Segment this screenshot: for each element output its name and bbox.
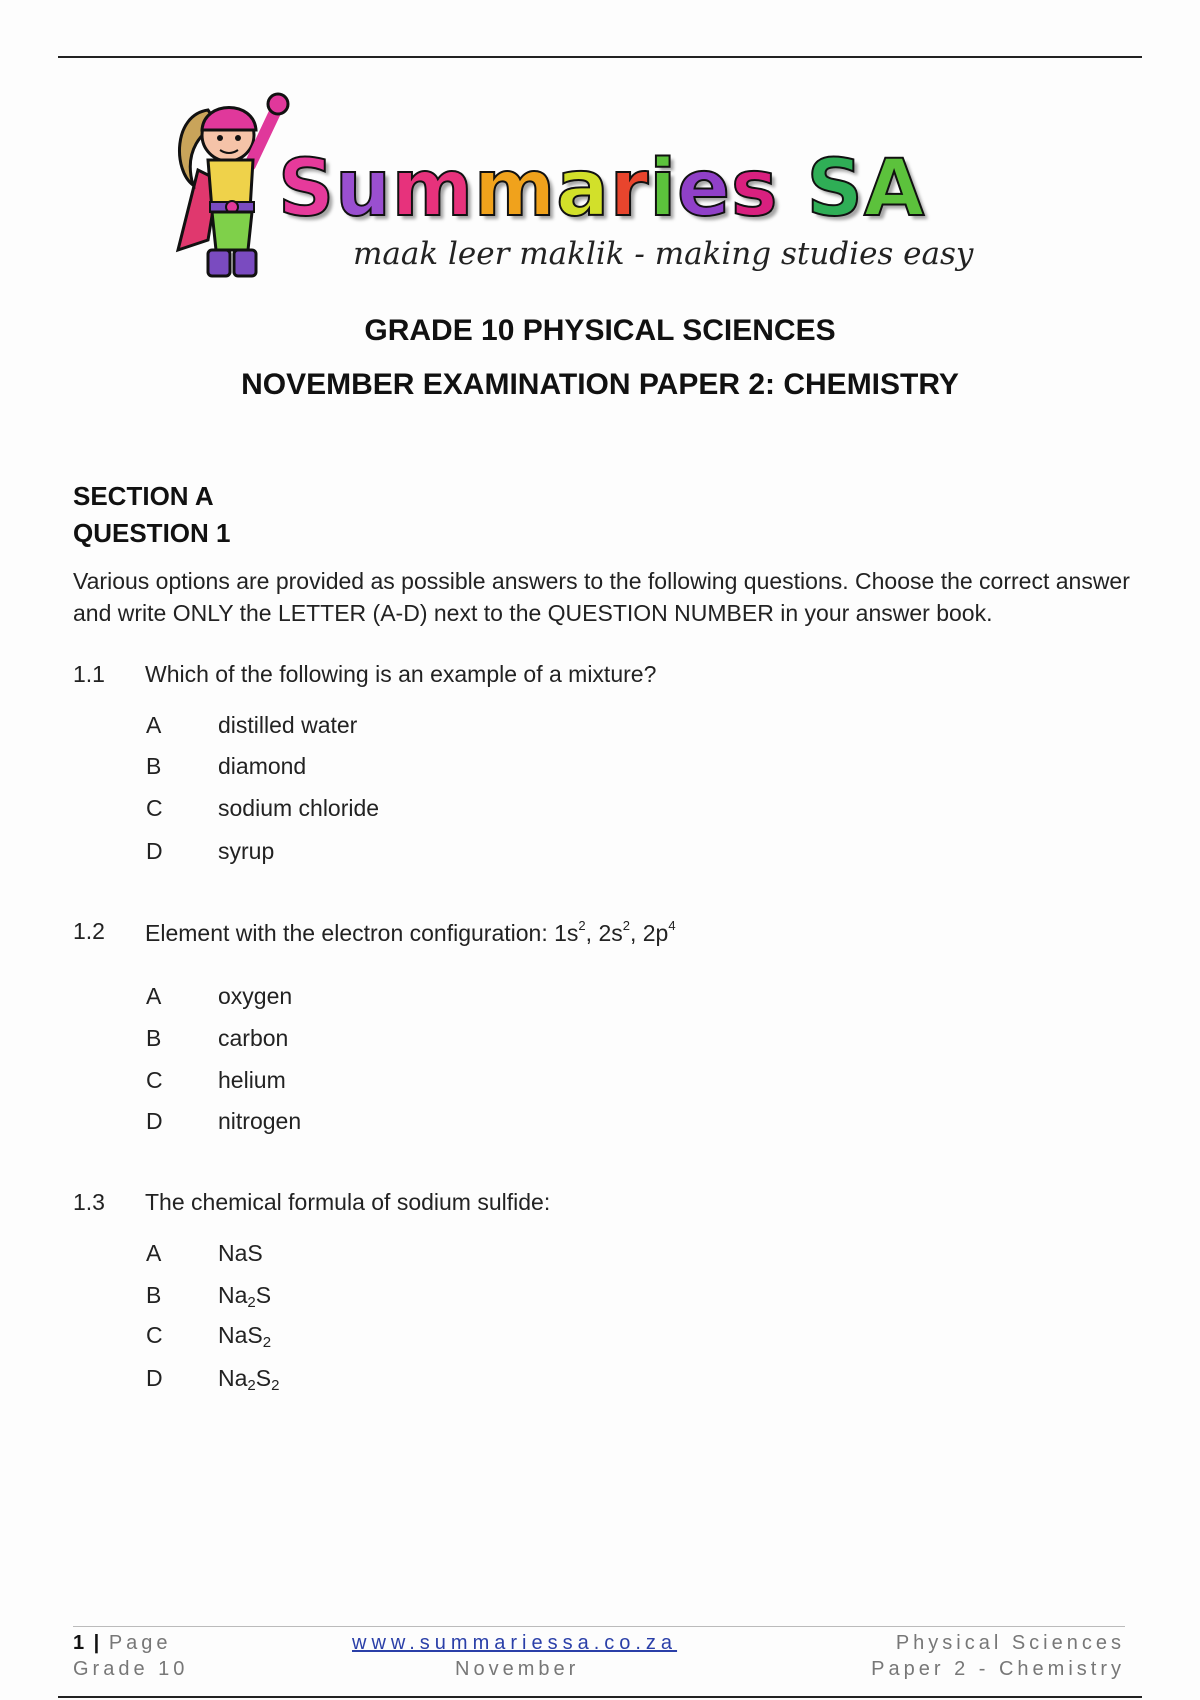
question-number: 1.2	[73, 918, 105, 944]
footer-subject: Physical Sciences	[895, 1632, 1125, 1654]
option-text: carbon	[218, 1025, 289, 1051]
option-letter: B	[146, 1025, 162, 1051]
section-heading: SECTION A	[73, 481, 214, 511]
option-letter: C	[146, 795, 163, 821]
option-letter: C	[146, 1322, 163, 1348]
option-formula: NaS	[218, 1240, 263, 1266]
option-text: oxygen	[218, 983, 293, 1009]
question-number: 1.3	[73, 1189, 105, 1215]
question-text: Which of the following is an example of a mixture?	[145, 661, 657, 687]
question-heading: QUESTION 1	[73, 518, 231, 548]
option-letter: A	[146, 1240, 162, 1266]
option-letter: A	[146, 712, 162, 738]
option-formula: NaS$_2$	[218, 1322, 272, 1351]
option-letter: D	[146, 1108, 163, 1134]
question-text: The chemical formula of sodium sulfide:	[145, 1189, 551, 1215]
option-letter: C	[146, 1067, 163, 1093]
document-title: GRADE 10 PHYSICAL SCIENCES	[364, 314, 836, 347]
footer-grade: Grade 10	[73, 1658, 189, 1680]
option-letter: B	[146, 1282, 162, 1308]
option-letter: A	[146, 983, 162, 1009]
option-text: diamond	[218, 753, 307, 779]
option-text: helium	[218, 1067, 286, 1093]
question-text: Element with the electron configuration: $1s^2$, $2s^2$, $2p^4$	[145, 918, 676, 946]
footer-paper: Paper 2 - Chemistry	[871, 1658, 1125, 1680]
bottom-rule	[58, 1696, 1142, 1698]
option-letter: B	[146, 753, 162, 779]
footer-website-link[interactable]: www.summariessa.co.za	[352, 1632, 678, 1654]
option-text: syrup	[218, 838, 275, 864]
option-text: distilled water	[218, 712, 358, 738]
electron-config: $1s^2$, $2s^2$, $2p^4$	[554, 918, 676, 946]
top-rule	[58, 56, 1142, 58]
option-formula: $Na_2S_2$	[218, 1365, 280, 1394]
footer-month: November	[455, 1658, 580, 1680]
logo-title: Summaries SA	[278, 144, 926, 234]
logo-tagline: maak leer maklik - making studies easy	[353, 236, 974, 272]
footer-rule	[73, 1626, 1125, 1627]
option-text: nitrogen	[218, 1108, 302, 1134]
option-formula: $Na_2S$	[218, 1282, 272, 1311]
summaries-sa-logo	[168, 90, 1028, 290]
option-letter: D	[146, 1365, 163, 1391]
option-letter: D	[146, 838, 163, 864]
document-subtitle: NOVEMBER EXAMINATION PAPER 2: CHEMISTRY	[241, 368, 959, 401]
footer-page-number: 1 | Page	[73, 1632, 172, 1654]
instructions-paragraph: Various options are provided as possible answers to the following questions. Choose the correct answer and write ONLY the LETTER (A-D) next to the QUESTION NUMBER in your answer book.	[73, 568, 1130, 626]
question-number: 1.1	[73, 661, 105, 687]
option-text: sodium chloride	[218, 795, 380, 821]
